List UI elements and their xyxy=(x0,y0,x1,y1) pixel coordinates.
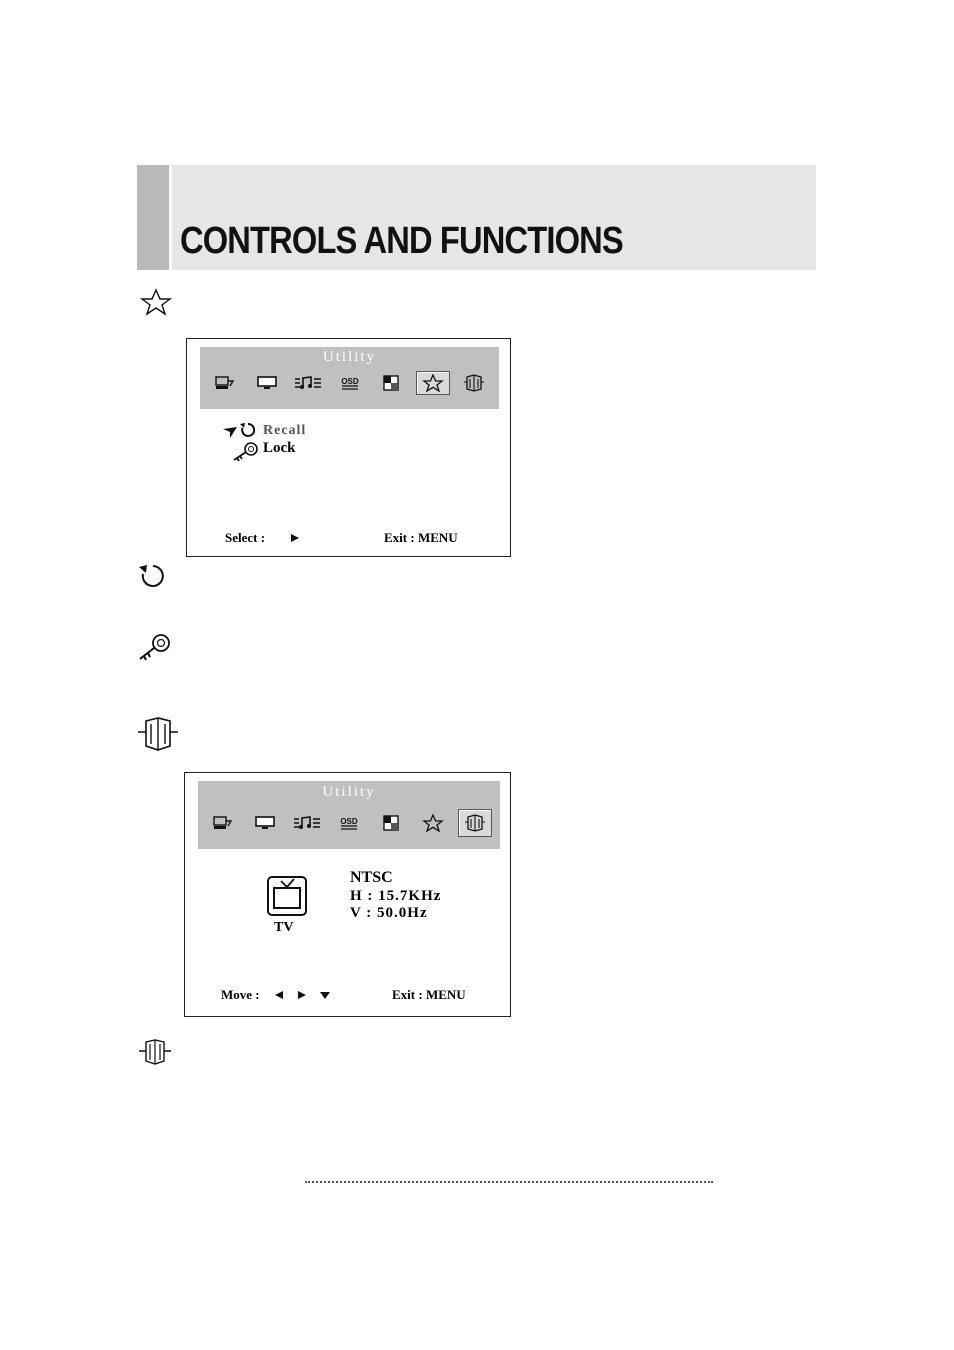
tv-icon xyxy=(266,875,308,917)
info-icon[interactable] xyxy=(457,371,491,395)
osd-footer-select: Select : xyxy=(225,530,266,545)
recall-icon xyxy=(239,421,257,439)
source-label: TV xyxy=(274,920,294,935)
menu-item-recall[interactable]: Recall xyxy=(263,423,307,438)
signal-format: NTSC xyxy=(350,869,393,886)
osd-footer-exit: Exit : MENU xyxy=(384,530,458,545)
menu-item-lock[interactable]: Lock xyxy=(263,440,296,456)
input-icon[interactable] xyxy=(208,371,242,395)
recall-icon xyxy=(138,562,168,590)
footer-dotted-rule xyxy=(305,1181,713,1183)
audio-icon[interactable] xyxy=(290,811,324,835)
picture-icon[interactable] xyxy=(248,811,282,835)
osd-menu-bar xyxy=(200,347,499,409)
osd-menu-bar xyxy=(198,781,500,849)
page-title: CONTROLS AND FUNCTIONS xyxy=(180,220,623,262)
info-icon[interactable] xyxy=(458,809,492,837)
osd-footer-move: Move : xyxy=(221,987,260,1002)
osd-icon[interactable] xyxy=(333,371,367,395)
star-icon xyxy=(139,288,173,316)
lock-key-icon xyxy=(231,440,261,462)
osd-utility-panel-2 xyxy=(184,772,511,1017)
info-icon xyxy=(136,716,180,752)
osd-title: Utility xyxy=(322,349,377,365)
input-icon[interactable] xyxy=(206,811,240,835)
pip-icon[interactable] xyxy=(374,811,408,835)
lock-key-icon xyxy=(137,632,173,662)
move-arrows-icon xyxy=(274,990,334,1000)
svg-text:OSD: OSD xyxy=(340,377,359,386)
header-accent-bar xyxy=(137,165,169,270)
osd-footer-exit: Exit : MENU xyxy=(392,987,466,1002)
osd-icon[interactable] xyxy=(332,811,366,835)
utility-star-icon[interactable] xyxy=(416,811,450,835)
vertical-frequency: V : 50.0Hz xyxy=(350,905,428,921)
osd-utility-panel-1 xyxy=(186,338,511,557)
info-icon-small xyxy=(137,1038,173,1066)
right-arrow-icon xyxy=(290,533,300,543)
horizontal-frequency: H : 15.7KHz xyxy=(350,888,442,904)
picture-icon[interactable] xyxy=(250,371,284,395)
osd-title: Utility xyxy=(322,784,376,800)
pip-icon[interactable] xyxy=(374,371,408,395)
audio-icon[interactable] xyxy=(291,371,325,395)
svg-text:OSD: OSD xyxy=(340,817,358,826)
selection-arrow-icon xyxy=(222,426,238,438)
utility-star-icon[interactable] xyxy=(416,371,450,395)
